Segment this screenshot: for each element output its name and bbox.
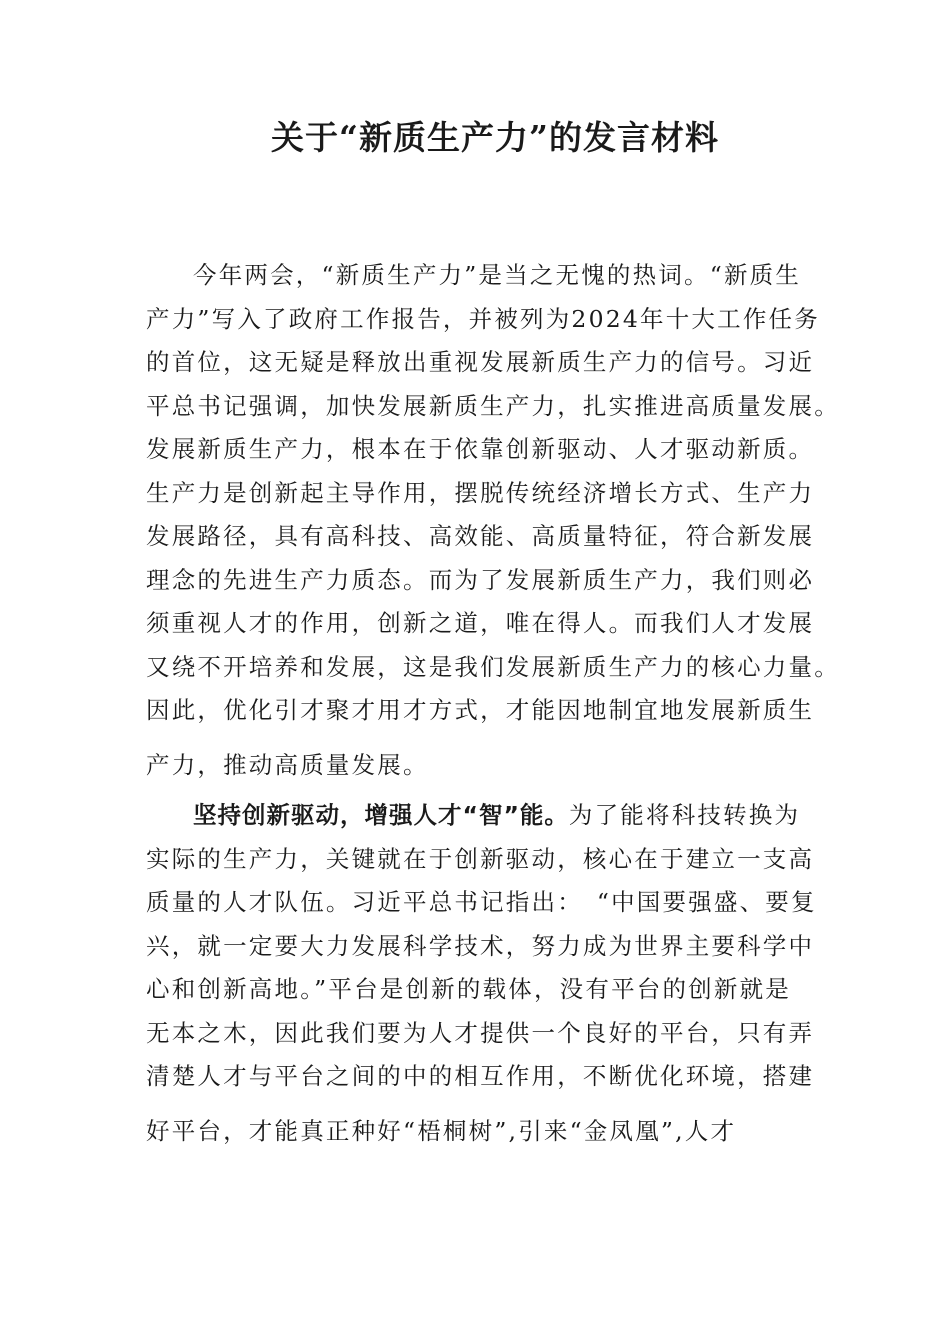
paragraph-line: 因此，优化引才聚才用才方式，才能因地制宜地发展新质生 — [146, 696, 815, 724]
paragraph-first-line — [146, 794, 814, 838]
paragraph-line: 发展新质生产力，根本在于依靠创新驱动、人才驱动新质。 — [146, 435, 815, 463]
paragraph-lead-rest: 为了能将科技转换为 — [568, 801, 801, 829]
paragraph-line: 实际的生产力，关键就在于创新驱动，核心在于建立一支高 — [146, 844, 815, 873]
paragraph-line: 平总书记强调，加快发展新质生产力，扎实推进高质量发展。 — [146, 391, 840, 420]
paragraph-1 — [146, 254, 840, 787]
paragraph-line: 须重视人才的作用，创新之道，唯在得人。而我们人才发展 — [146, 609, 815, 637]
paragraph-2 — [146, 794, 817, 1153]
paragraph-line: 产力，推动高质量发展。 — [146, 750, 429, 779]
paragraph-line: 好平台，才能真正种好“梧桐树”,引来“金凤凰”,人才 — [146, 1116, 737, 1145]
paragraph-line: 心和创新高地。”平台是创新的载体，没有平台的创新就是 — [146, 975, 791, 1003]
paragraph-line: 理念的先进生产力质态。而为了发展新质生产力，我们则必 — [146, 565, 815, 594]
paragraph-line: 兴，就一定要大力发展科学技术，努力成为世界主要科学中 — [146, 931, 815, 960]
paragraph-line: 又绕不开培养和发展，这是我们发展新质生产力的核心力量。 — [146, 652, 840, 681]
paragraph-line: 今年两会，“新质生产力”是当之无愧的热词。“新质生 — [193, 261, 802, 289]
paragraph-line: 发展路径，具有高科技、高效能、高质量特征，符合新发展 — [146, 522, 815, 550]
paragraph-line: 产力”写入了政府工作报告，并被列为2024年十大工作任务 — [146, 304, 820, 333]
paragraph-line: 生产力是创新起主导作用，摆脱传统经济增长方式、生产力 — [146, 478, 815, 507]
paragraph-line: 质量的人才队伍。习近平总书记指出： “中国要强盛、要复 — [146, 888, 817, 916]
paragraph-line: 清楚人才与平台之间的中的相互作用，不断优化环境，搭建 — [146, 1062, 815, 1090]
document-title: 关于“新质生产力”的发言材料 — [271, 118, 719, 157]
paragraph-line: 的首位，这无疑是释放出重视发展新质生产力的信号。习近 — [146, 348, 815, 376]
paragraph-lead-heading: 坚持创新驱动，增强人才“智”能。 — [193, 801, 569, 829]
paragraph-line: 无本之木，因此我们要为人才提供一个良好的平台，只有弄 — [146, 1018, 815, 1047]
